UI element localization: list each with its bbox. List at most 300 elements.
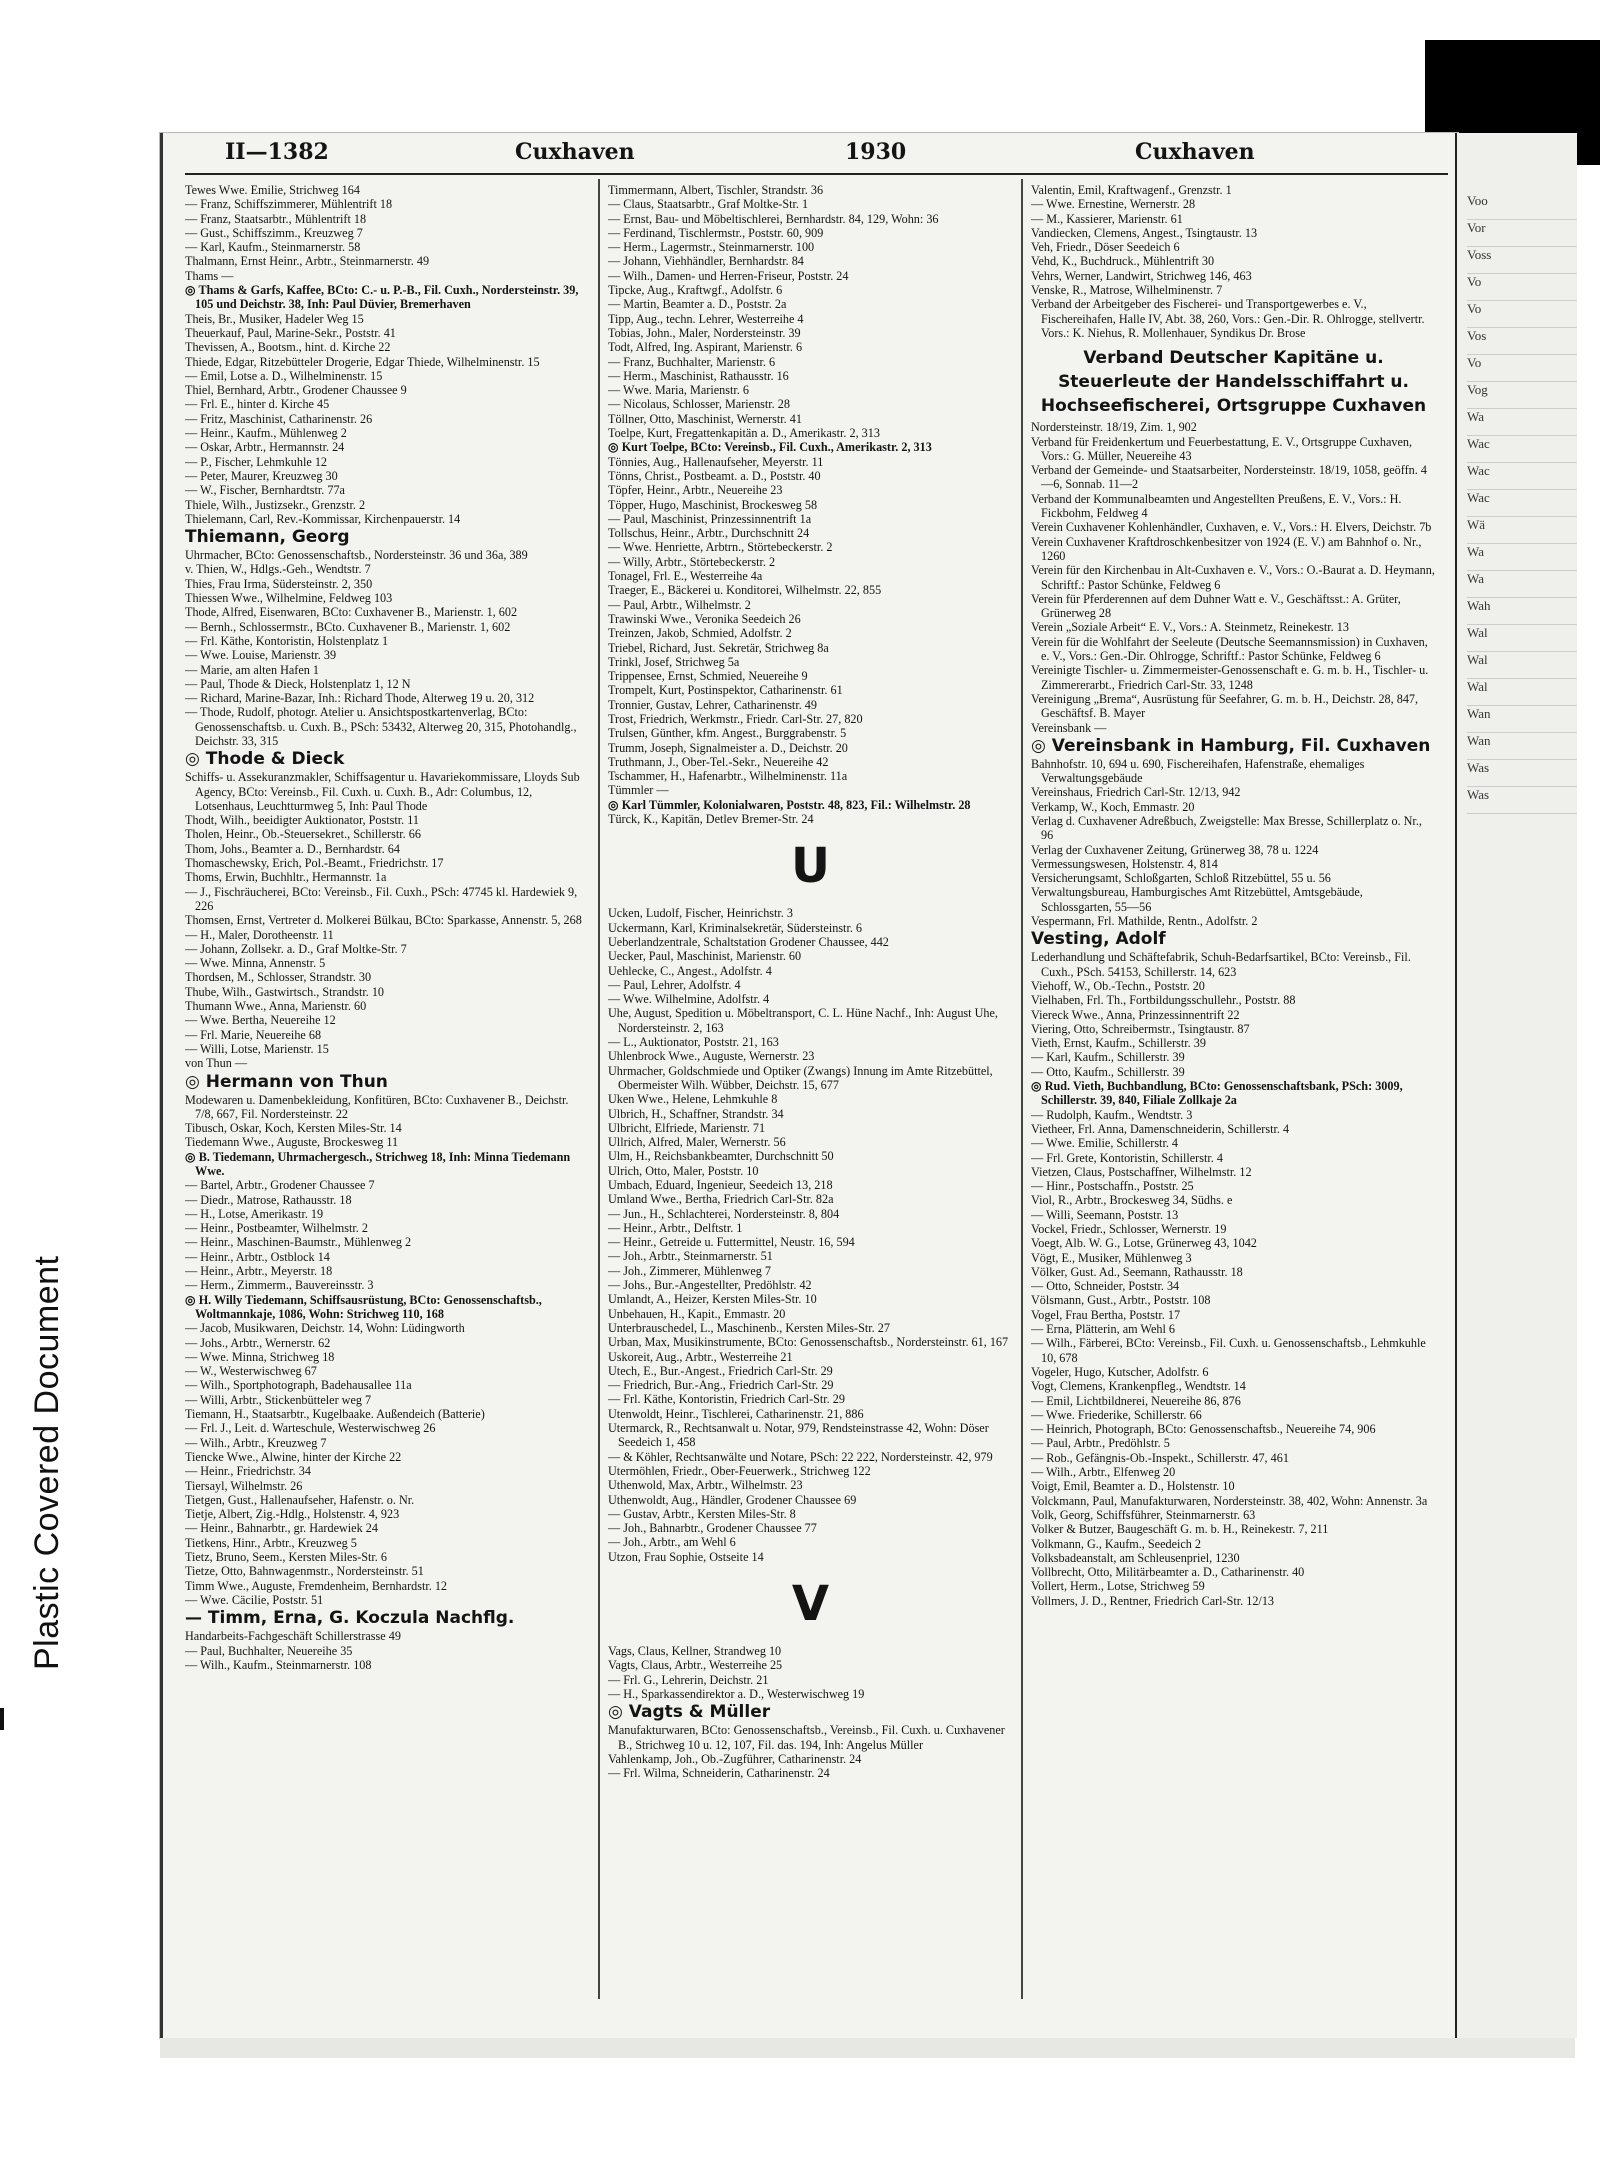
directory-entry: Türck, K., Kapitän, Detlev Bremer-Str. 24	[608, 812, 814, 827]
directory-entry: Umbach, Eduard, Ingenieur, Seedeich 13, 218	[608, 1178, 833, 1192]
directory-entry: Tronnier, Gustav, Lehrer, Catharinenstr. 49	[608, 697, 817, 712]
directory-entry: Verein Cuxhavener Kohlenhändler, Cuxhaven, e. V., Vors.: H. Elvers, Deichstr. 7b	[1031, 520, 1432, 535]
directory-entry: Voegt, Alb. W. G., Lotse, Grünerweg 43, 1042	[1031, 1236, 1257, 1251]
directory-entry: Ucken, Ludolf, Fischer, Heinrichstr. 3	[608, 906, 793, 921]
directory-entry: Thomsen, Ernst, Vertreter d. Molkerei Bülkau, BCto: Sparkasse, Annenstr. 5, 268	[185, 913, 582, 928]
directory-entry: Handarbeits-Fachgeschäft Schillerstrasse 49	[185, 1629, 401, 1644]
directory-entry: Modewaren u. Damenbekleidung, Konfitüren, BCto: Cuxhavener B., Deichstr. 7/8, 667, Fil. Nordersteinstr. 22	[185, 1092, 569, 1121]
directory-entry: Vollbrecht, Otto, Militärbeamter a. D., Catharinenstr. 40	[1031, 1565, 1305, 1580]
directory-entry: Trompelt, Kurt, Postinspektor, Catharinenstr. 61	[608, 683, 843, 698]
directory-entry: Uhe, August, Spedition u. Möbeltransport, C. L. Hüne Nachf., Inh: August Uhe, Nordersteinstr. 2, 163	[608, 1006, 998, 1035]
directory-entry: Thams —	[185, 268, 234, 283]
edge-fragment: Wa	[1467, 409, 1577, 436]
directory-entry: — H., Lotse, Amerikastr. 19	[185, 1206, 324, 1221]
directory-entry: Tiedemann Wwe., Auguste, Brockesweg 11	[185, 1135, 399, 1150]
directory-entry: Volckmann, Paul, Manufakturwaren, Nordersteinstr. 38, 402, Wohn: Annenstr. 3a	[1031, 1493, 1428, 1508]
directory-entry: Uken Wwe., Helene, Lehmkuhle 8	[608, 1092, 778, 1107]
directory-entry: — Paul, Buchhalter, Neuereihe 35	[185, 1643, 353, 1658]
directory-entry: — Karl, Kaufm., Schillerstr. 39	[1031, 1050, 1185, 1065]
directory-entry: — L., Auktionator, Poststr. 21, 163	[608, 1035, 779, 1050]
edge-fragment: Voss	[1467, 247, 1577, 274]
directory-entry: — Heinr., Bahnarbtr., gr. Hardewiek 24	[185, 1521, 378, 1536]
directory-entry: Viering, Otto, Schreibermstr., Tsingtaustr. 87	[1031, 1021, 1250, 1036]
directory-entry: Trost, Friedrich, Werkmstr., Friedr. Carl-Str. 27, 820	[608, 711, 863, 726]
directory-entry: Thiele, Wilh., Justizsekr., Grenzstr. 2	[185, 497, 366, 512]
directory-entry: — J., Fischräucherei, BCto: Vereinsb., Fil. Cuxh., PSch: 47745 kl. Hardewiek 9, 226	[185, 884, 578, 913]
directory-entry: — Herm., Maschinist, Rathausstr. 16	[608, 368, 789, 383]
directory-entry: — H., Sparkassendirektor a. D., Westerwischweg 19	[608, 1686, 865, 1701]
directory-entry: — Rob., Gefängnis-Ob.-Inspekt., Schillerstr. 47, 461	[1031, 1450, 1289, 1465]
directory-entry: — Heinrich, Photograph, BCto: Genossenschaftsb., Neuereihe 74, 906	[1031, 1422, 1376, 1437]
edge-tick-mark	[0, 1708, 4, 1730]
directory-entry: — Wwe. Minna, Strichweg 18	[185, 1349, 335, 1364]
directory-entry: — Emil, Lotse a. D., Wilhelminenstr. 15	[185, 368, 383, 383]
directory-entry: ◎ H. Willy Tiedemann, Schiffsausrüstung, BCto: Genossenschaftsb., Woltmannkaje, 1086, Wohn: Strichweg 110, 168	[185, 1293, 590, 1322]
directory-entry: — Karl, Kaufm., Steinmarnerstr. 58	[185, 240, 361, 255]
directory-entry: — Heinr., Arbtr., Ostblock 14	[185, 1249, 330, 1264]
directory-entry: Töpfer, Heinr., Arbtr., Neuereihe 23	[608, 483, 783, 498]
directory-entry: — Peter, Maurer, Kreuzweg 30	[185, 468, 338, 483]
directory-entry: Verwaltungsbureau, Hamburgisches Amt Ritzebüttel, Amtsgebäude, Schlossgarten, 55—56	[1031, 885, 1363, 914]
edge-fragment: Vor	[1467, 220, 1577, 247]
directory-entry: Vockel, Friedr., Schlosser, Wernerstr. 19	[1031, 1222, 1227, 1236]
directory-entry: — Paul, Maschinist, Prinzessinnentrift 1a	[608, 511, 812, 526]
directory-entry: Veh, Friedr., Döser Seedeich 6	[1031, 240, 1180, 255]
directory-entry: — Heinr., Postbeamter, Wilhelmstr. 2	[185, 1221, 368, 1236]
directory-entry: Triebel, Richard, Just. Sekretär, Strichweg 8a	[608, 640, 829, 655]
directory-entry: — Wwe. Minna, Annenstr. 5	[185, 956, 326, 971]
directory-entry: Verein für den Kirchenbau in Alt-Cuxhaven e. V., Vors.: O.-Baurat a. D. Heymann, Schriftf.: Pastor Schünke, Feldweg 6	[1031, 563, 1435, 592]
edge-fragment: Wan	[1467, 733, 1577, 760]
directory-entry: Vermessungswesen, Holstenstr. 4, 814	[1031, 856, 1218, 871]
directory-entry: Ulbrich, H., Schaffner, Strandstr. 34	[608, 1106, 784, 1121]
directory-entry: Uhrmacher, BCto: Genossenschaftsb., Nordersteinstr. 36 und 36a, 389	[185, 548, 528, 563]
directory-entry: Verein „Soziale Arbeit“ E. V., Vors.: A. Steinmetz, Reinekestr. 13	[1031, 620, 1349, 635]
directory-entry: Verein Cuxhavener Kraftdroschkenbesitzer von 1924 (E. V.) am Bahnhof o. Nr., 1260	[1031, 534, 1422, 563]
directory-entry: — Wwe. Bertha, Neuereihe 12	[185, 1013, 336, 1028]
directory-entry: Verband für Freidenkertum und Feuerbestattung, E. V., Ortsgruppe Cuxhaven, Vors.: G. Müller, Neuereihe 43	[1031, 434, 1413, 463]
directory-entry: Vollmers, J. D., Rentner, Friedrich Carl-Str. 12/13	[1031, 1593, 1275, 1608]
directory-entry: — W., Westerwischweg 67	[185, 1364, 317, 1379]
directory-entry: Bahnhofstr. 10, 694 u. 690, Fischereihafen, Hafenstraße, ehemaliges Verwaltungsgebäude	[1031, 756, 1365, 786]
edge-fragment: Wal	[1467, 679, 1577, 706]
directory-entry: — Friedrich, Bur.-Ang., Friedrich Carl-Str. 29	[608, 1378, 834, 1393]
directory-entry: Thumann Wwe., Anna, Marienstr. 60	[185, 999, 367, 1014]
directory-entry: — Rudolph, Kaufm., Wendtstr. 3	[1031, 1107, 1193, 1122]
directory-entry: — Wwe. Emilie, Schillerstr. 4	[1031, 1136, 1179, 1151]
directory-entry: — P., Fischer, Lehmkuhle 12	[185, 454, 328, 469]
directory-entry: Tietze, Otto, Bahnwagenmstr., Nordersteinstr. 51	[185, 1564, 424, 1579]
directory-entry: Tschammer, H., Hafenarbtr., Wilhelminenstr. 11a	[608, 769, 848, 784]
edge-fragment: Vog	[1467, 382, 1577, 409]
directory-entry: Vereinigte Tischler- u. Zimmermeister-Genossenschaft e. G. m. b. H., Tischler- u. Zimmererarbt., Friedrich Carl-Str. 33, 1248	[1031, 663, 1429, 692]
edge-fragment: Wa	[1467, 571, 1577, 598]
directory-entry: Utermarck, R., Rechtsanwalt u. Notar, 979, Rendsteinstrasse 42, Wohn: Döser Seedeich 1, 458	[608, 1421, 989, 1450]
directory-entry: — Marie, am alten Hafen 1	[185, 662, 320, 677]
section-letter: U	[791, 838, 830, 895]
directory-entry: — Frl. Grete, Kontoristin, Schillerstr. 4	[1031, 1150, 1223, 1165]
directory-entry: Ulm, H., Reichsbankbeamter, Durchschnitt 50	[608, 1149, 834, 1164]
directory-entry: — Ferdinand, Tischlermstr., Poststr. 60, 909	[608, 225, 824, 240]
directory-entry: Völsmann, Gust., Arbtr., Poststr. 108	[1031, 1293, 1211, 1308]
directory-entry: — Wilh., Arbtr., Elfenweg 20	[1031, 1465, 1176, 1480]
directory-entry: Tietz, Bruno, Seem., Kersten Miles-Str. 6	[185, 1550, 387, 1565]
edge-fragment: Wac	[1467, 436, 1577, 463]
directory-entry: Tobias, John., Maler, Nordersteinstr. 39	[608, 325, 801, 340]
directory-entry: Vehrs, Werner, Landwirt, Strichweg 146, 463	[1031, 268, 1252, 283]
directory-entry: Viereck Wwe., Anna, Prinzessinnentrift 22	[1031, 1007, 1240, 1022]
directory-entry: Utzon, Frau Sophie, Ostseite 14	[608, 1549, 764, 1564]
city-heading-right: Cuxhaven	[1135, 139, 1255, 165]
directory-entry: — Joh., Arbtr., Steinmarnerstr. 51	[608, 1249, 773, 1264]
directory-entry: — Heinr., Arbtr., Delftstr. 1	[608, 1220, 743, 1235]
directory-entry: — Otto, Kaufm., Schillerstr. 39	[1031, 1064, 1185, 1079]
directory-entry: Vespermann, Frl. Mathilde, Rentn., Adolfstr. 2	[1031, 914, 1258, 929]
directory-entry: Thies, Frau Irma, Südersteinstr. 2, 350	[185, 576, 373, 591]
edge-fragment: Wac	[1467, 490, 1577, 517]
directory-entry: Tietkens, Hinr., Arbtr., Kreuzweg 5	[185, 1535, 357, 1550]
directory-entry: Utech, E., Bur.-Angest., Friedrich Carl-Str. 29	[608, 1363, 833, 1378]
directory-entry: — Heinr., Maschinen-Baumstr., Mühlenweg 2	[185, 1235, 412, 1250]
directory-entry: Trawinski Wwe., Veronika Seedeich 26	[608, 611, 801, 626]
directory-entry: Uthenwoldt, Aug., Händler, Grodener Chaussee 69	[608, 1492, 857, 1507]
directory-entry: Tollschus, Heinr., Arbtr., Durchschnitt 24	[608, 526, 810, 541]
directory-entry: Uehlecke, C., Angest., Adolfstr. 4	[608, 963, 772, 978]
directory-entry: Verlag der Cuxhavener Zeitung, Grünerweg 38, 78 u. 1224	[1031, 842, 1319, 857]
directory-entry: — Franz, Schiffszimmerer, Mühlentrift 18	[185, 197, 393, 212]
directory-entry: Theuerkauf, Paul, Marine-Sekr., Poststr. 41	[185, 325, 396, 340]
directory-entry: Tipp, Aug., techn. Lehrer, Westerreihe 4	[608, 311, 804, 326]
directory-entry: Thalmann, Ernst Heinr., Arbtr., Steinmarnerstr. 49	[185, 254, 430, 269]
directory-entry: — Gust., Schiffszimm., Kreuzweg 7	[185, 225, 363, 240]
directory-entry: Vereinigung „Brema“, Ausrüstung für Seefahrer, G. m. b. H., Deichstr. 28, 847, Geschäftsf. B. Mayer	[1031, 691, 1419, 721]
directory-entry: Ullrich, Alfred, Maler, Wernerstr. 56	[608, 1135, 786, 1150]
directory-entry: — Wwe. Henriette, Arbtrn., Störtebeckerstr. 2	[608, 540, 833, 555]
directory-entry: Trippensee, Ernst, Schmied, Neuereihe 9	[608, 669, 808, 684]
directory-entry: Tümmler —	[608, 783, 669, 798]
directory-entry: — Paul, Lehrer, Adolfstr. 4	[608, 977, 741, 992]
directory-entry: Volker & Butzer, Baugeschäft G. m. b. H., Reinekestr. 7, 211	[1031, 1522, 1329, 1537]
directory-entry: Unterbrauschedel, L., Maschinenb., Kersten Miles-Str. 27	[608, 1320, 890, 1335]
directory-entry: Vogel, Frau Bertha, Poststr. 17	[1031, 1307, 1181, 1322]
directory-entry: von Thun —	[185, 1056, 248, 1071]
directory-entry: Timmermann, Albert, Tischler, Strandstr. 36	[608, 183, 824, 197]
directory-entry: — Jacob, Musikwaren, Deichstr. 14, Wohn: Lüdingworth	[185, 1321, 465, 1336]
directory-entry: — Willy, Arbtr., Störtebeckerstr. 2	[608, 554, 776, 569]
directory-entry: Manufakturwaren, BCto: Genossenschaftsb., Vereinsb., Fil. Cuxh. u. Cuxhavener B., Strichweg 10 u. 12, 107, Fil. das. 194, Inh: Angelus Müller	[608, 1723, 1005, 1752]
directory-entry: Ulbricht, Elfriede, Marienstr. 71	[608, 1120, 766, 1135]
directory-entry: v. Thien, W., Hdlgs.-Geh., Wendtstr. 7	[185, 562, 371, 577]
directory-entry: — Richard, Marine-Bazar, Inh.: Richard Thode, Alterweg 19 u. 20, 312	[185, 691, 535, 706]
directory-entry: — Paul, Arbtr., Predöhlstr. 5	[1031, 1436, 1170, 1451]
directory-entry: Tonagel, Frl. E., Westerreihe 4a	[608, 569, 763, 584]
directory-entry: — Wwe. Wilhelmine, Adolfstr. 4	[608, 992, 770, 1007]
directory-entry: — Nicolaus, Schlosser, Marienstr. 28	[608, 397, 790, 412]
directory-entry: — W., Fischer, Bernhardtstr. 77a	[185, 483, 345, 498]
directory-entry: Vesting, Adolf	[1031, 929, 1166, 950]
directory-entry: Thube, Wilh., Gastwirtsch., Strandstr. 10	[185, 984, 385, 999]
directory-entry: Töllner, Otto, Maschinist, Wernerstr. 41	[608, 411, 802, 426]
city-heading-left: Cuxhaven	[515, 139, 635, 165]
year-heading: 1930	[845, 139, 907, 165]
edge-fragment: Vo	[1467, 355, 1577, 382]
directory-column-2	[608, 183, 1013, 1780]
directory-entry: — Bernh., Schlossermstr., BCto. Cuxhavener B., Marienstr. 1, 602	[185, 619, 511, 634]
edge-fragment: Voo	[1467, 193, 1577, 220]
edge-fragment: Wä	[1467, 517, 1577, 544]
directory-entry: Thiel, Bernhard, Arbtr., Grodener Chaussee 9	[185, 383, 407, 398]
directory-entry: Valentin, Emil, Kraftwagenf., Grenzstr. 1	[1031, 183, 1232, 197]
next-page-edge	[1455, 133, 1577, 2038]
directory-entry: — Joh., Bahnarbtr., Grodener Chaussee 77	[608, 1521, 817, 1536]
directory-entry: Thoms, Erwin, Buchhltr., Hermannstr. 1a	[185, 870, 387, 885]
directory-entry: — Herm., Zimmerm., Bauvereinsstr. 3	[185, 1278, 374, 1293]
directory-entry: Vahlenkamp, Joh., Ob.-Zugführer, Catharinenstr. 24	[608, 1751, 862, 1766]
directory-entry: — Frl. Käthe, Kontoristin, Holstenplatz 1	[185, 633, 389, 648]
directory-entry: Thodt, Wilh., beeidigter Auktionator, Poststr. 11	[185, 813, 419, 828]
directory-entry: — Wwe. Maria, Marienstr. 6	[608, 383, 749, 398]
directory-entry: Trinkl, Josef, Strichweg 5a	[608, 654, 740, 669]
directory-entry: — Frl. Wilma, Schneiderin, Catharinenstr. 24	[608, 1766, 830, 1781]
directory-entry: — Herm., Lagermstr., Steinmarnerstr. 100	[608, 240, 815, 255]
directory-entry: Verband der Kommunalbeamten und Angestellten Preußens, E. V., Vors.: H. Fickbohm, Feldweg 4	[1031, 491, 1402, 521]
edge-fragment: Wac	[1467, 463, 1577, 490]
directory-entry: Trulsen, Günther, kfm. Angest., Burggrabenstr. 5	[608, 726, 847, 741]
directory-entry: Versicherungsamt, Schloßgarten, Schloß Ritzebüttel, 55 u. 56	[1031, 871, 1331, 886]
edge-fragment: Vos	[1467, 328, 1577, 355]
directory-entry: — Johann, Zollsekr. a. D., Graf Moltke-Str. 7	[185, 941, 407, 956]
directory-entry: Treinzen, Jakob, Schmied, Adolfstr. 2	[608, 626, 792, 641]
directory-entry: — Fritz, Maschinist, Catharinenstr. 26	[185, 411, 373, 426]
directory-entry: — Wilh., Färberei, BCto: Vereinsb., Fil. Cuxh. u. Genossenschaftsb., Lehmkuhle 10, 678	[1031, 1336, 1426, 1365]
directory-entry: Tönns, Christ., Postbeamt. a. D., Poststr. 40	[608, 468, 821, 483]
directory-entry: Uhlenbrock Wwe., Auguste, Wernerstr. 23	[608, 1049, 815, 1064]
directory-entry: Tewes Wwe. Emilie, Strichweg 164	[185, 183, 360, 197]
directory-entry: Thordsen, M., Schlosser, Strandstr. 30	[185, 970, 372, 985]
directory-entry: Verband der Arbeitgeber des Fischerei- und Transportgewerbes e. V., Fischereihafen, Halle IV, Abt. 38, 260, Vors.: Gen.-Dir. R. Ohlrogge, stellvertr. Vors.: K. Niehus, R. Mollenhauer, Syndikus Dr. Brose	[1031, 297, 1425, 340]
directory-column-1	[185, 183, 590, 1672]
directory-entry: — Franz, Staatsarbtr., Mühlentrift 18	[185, 211, 367, 226]
directory-entry: Verein für Pferderennen auf dem Duhner Watt e. V., Geschäftsst.: A. Grüter, Grünerweg 28	[1031, 591, 1401, 621]
directory-entry: — Heinr., Friedrichstr. 34	[185, 1464, 311, 1479]
directory-entry: — Emil, Lichtbildnerei, Neuereihe 86, 876	[1031, 1393, 1241, 1408]
directory-entry: — Wwe. Louise, Marienstr. 39	[185, 648, 337, 663]
directory-entry: — Frl. Marie, Neuereihe 68	[185, 1027, 322, 1042]
directory-entry: — Johs., Arbtr., Wernerstr. 62	[185, 1335, 331, 1350]
directory-entry: — Wilh., Damen- und Herren-Friseur, Poststr. 24	[608, 268, 849, 283]
directory-entry: Tiencke Wwe., Alwine, hinter der Kirche 22	[185, 1449, 402, 1464]
directory-entry: Urban, Max, Musikinstrumente, BCto: Genossenschaftsb., Nordersteinstr. 61, 167	[608, 1335, 1009, 1350]
edge-fragment: Vo	[1467, 301, 1577, 328]
directory-entry: — Willi, Seemann, Poststr. 13	[1031, 1207, 1179, 1222]
boxed-heading: Verband Deutscher Kapitäne u. Steuerleute der Handelsschiffahrt u. Hochseefischerei, Ortsgruppe Cuxhaven	[1040, 348, 1427, 417]
directory-entry: Ueberlandzentrale, Schaltstation Grodener Chaussee, 442	[608, 934, 889, 949]
directory-entry: — Gustav, Arbtr., Kersten Miles-Str. 8	[608, 1506, 796, 1521]
directory-entry: Nordersteinstr. 18/19, Zim. 1, 902	[1031, 420, 1197, 435]
directory-entry: ◎ Thams & Garfs, Kaffee, BCto: C.- u. P.-B., Fil. Cuxh., Nordersteinstr. 39, 105 und Deichstr. 38, Inh: Paul Düvier, Bremerhaven	[185, 283, 590, 312]
directory-entry: — Frl. E., hinter d. Kirche 45	[185, 397, 330, 412]
directory-entry: — Johs., Bur.-Angestellter, Predöhlstr. 42	[608, 1278, 812, 1293]
running-head	[185, 139, 1448, 175]
directory-entry: Timm Wwe., Auguste, Fremdenheim, Bernhardstr. 12	[185, 1578, 448, 1593]
directory-entry: — Jun., H., Schlachterei, Nordersteinstr. 8, 804	[608, 1206, 840, 1221]
directory-entry: — Joh., Zimmerer, Mühlenweg 7	[608, 1263, 771, 1278]
directory-entry: Theis, Br., Musiker, Hadeler Weg 15	[185, 311, 364, 326]
directory-entry: — Frl. G., Lehrerin, Deichstr. 21	[608, 1672, 769, 1687]
directory-entry: — Diedr., Matrose, Rathausstr. 18	[185, 1192, 352, 1207]
directory-entry: Vereinsbank —	[1031, 720, 1107, 735]
directory-entry: — Thode, Rudolf, photogr. Atelier u. Ansichtspostkartenverlag, BCto: Genossenschaftsb. u. Cuxh. B., PSch: 53432, Alterweg 20, 315, Photohandlg., Deichstr. 33, 315	[185, 705, 577, 748]
directory-entry: Utermöhlen, Friedr., Ober-Feuerwerk., Strichweg 122	[608, 1463, 871, 1478]
directory-entry: — Heinr., Getreide u. Futtermittel, Neustr. 16, 594	[608, 1235, 855, 1250]
edge-fragment: Was	[1467, 760, 1577, 787]
edge-fragment: Wa	[1467, 544, 1577, 571]
directory-entry: — M., Kassierer, Marienstr. 61	[1031, 211, 1183, 226]
directory-entry: Vags, Claus, Kellner, Strandweg 10	[608, 1644, 782, 1659]
directory-entry: — Otto, Schneider, Poststr. 34	[1031, 1279, 1180, 1294]
directory-entry: — Erna, Plätterin, am Wehl 6	[1031, 1322, 1175, 1337]
directory-entry: Tiersayl, Wilhelmstr. 26	[185, 1478, 303, 1493]
directory-entry: Viehoff, W., Ob.-Techn., Poststr. 20	[1031, 978, 1205, 993]
directory-entry: Uhrmacher, Goldschmiede und Optiker (Zwangs) Innung im Amte Ritzebüttel, Obermeister Wilh. Wübber, Deichstr. 15, 677	[608, 1063, 993, 1092]
directory-entry: Tibusch, Oskar, Koch, Kersten Miles-Str. 14	[185, 1121, 402, 1136]
directory-entry: Umland Wwe., Bertha, Friedrich Carl-Str. 82a	[608, 1192, 834, 1207]
directory-entry: — Paul, Thode & Dieck, Holstenplatz 1, 12 N	[185, 676, 411, 691]
directory-entry: Unbehauen, H., Kapit., Emmastr. 20	[608, 1306, 786, 1321]
side-caption: Plastic Covered Document	[28, 1255, 66, 1670]
column-rule	[598, 179, 600, 1999]
directory-entry: Vogt, Clemens, Krankenpfleg., Wendtstr. 14	[1031, 1379, 1246, 1394]
directory-entry: Uskoreit, Aug., Arbtr., Westerreihe 21	[608, 1349, 793, 1364]
directory-entry: Tipcke, Aug., Kraftwgf., Adolfstr. 6	[608, 283, 783, 298]
directory-entry: Tholen, Heinr., Ob.-Steuersekret., Schillerstr. 66	[185, 827, 421, 842]
directory-entry: — Willi, Lotse, Marienstr. 15	[185, 1041, 329, 1056]
directory-entry: — Heinr., Arbtr., Meyerstr. 18	[185, 1264, 333, 1279]
directory-entry: Vehd, K., Buchdruck., Mühlentrift 30	[1031, 254, 1215, 269]
directory-entry: Thielemann, Carl, Rev.-Kommissar, Kirchenpauerstr. 14	[185, 511, 461, 526]
directory-entry: Vietheer, Frl. Anna, Damenschneiderin, Schillerstr. 4	[1031, 1121, 1290, 1136]
directory-entry: Thom, Johs., Beamter a. D., Bernhardstr. 64	[185, 841, 400, 856]
directory-entry: Todt, Alfred, Ing. Aspirant, Marienstr. 6	[608, 340, 803, 355]
directory-entry: — Wilh., Kaufm., Steinmarnerstr. 108	[185, 1657, 372, 1672]
directory-column-3	[1031, 183, 1436, 1608]
edge-fragment: Wal	[1467, 652, 1577, 679]
directory-entry: Vollert, Herm., Lotse, Strichweg 59	[1031, 1579, 1205, 1594]
directory-entry: Vogeler, Hugo, Kutscher, Adolfstr. 6	[1031, 1364, 1209, 1379]
directory-entry: Verein für die Wohlfahrt der Seeleute (Deutsche Seemannsmission) in Cuxhaven, e. V., Vors.: Gen.-Dir. Ohlrogge, Schriftf.: Pastor Schünke, Feldweg 6	[1031, 634, 1428, 664]
directory-entry: Utenwoldt, Heinr., Tischlerei, Catharinenstr. 21, 886	[608, 1406, 864, 1421]
directory-entry: Verlag d. Cuxhavener Adreßbuch, Zweigstelle: Max Bresse, Schillerplatz o. Nr., 96	[1031, 813, 1422, 843]
directory-entry: Vietzen, Claus, Postschaffner, Wilhelmstr. 12	[1031, 1164, 1252, 1179]
directory-entry: Thode, Alfred, Eisenwaren, BCto: Cuxhavener B., Marienstr. 1, 602	[185, 605, 518, 620]
directory-entry: Thiemann, Georg	[185, 527, 350, 548]
directory-entry: Lederhandlung und Schäftefabrik, Schuh-Bedarfsartikel, BCto: Vereinsb., Fil. Cuxh., PSch. 54153, Schillerstr. 14, 623	[1031, 950, 1411, 979]
directory-entry: — Franz, Buchhalter, Marienstr. 6	[608, 354, 776, 369]
directory-entry: Uthenwold, Max, Arbtr., Wilhelmstr. 23	[608, 1478, 803, 1493]
directory-entry: Volksbadeanstalt, am Schleusenpriel, 1230	[1031, 1550, 1240, 1565]
directory-entry: Tietje, Albert, Zig.-Hdlg., Holstenstr. 4, 923	[185, 1507, 400, 1522]
directory-entry: Schiffs- u. Assekuranzmakler, Schiffsagentur u. Havariekommissare, Lloyds Sub Agency, BCto: Vereinsb., Fil. Cuxh. u. Cuxh. B., Adr: Columbus, 12, Lotsenhaus, Leuchtturmweg 5, Inh: Paul Thode	[185, 770, 580, 813]
directory-entry: — Oskar, Arbtr., Hermannstr. 24	[185, 440, 345, 455]
page-number: II—1382	[225, 139, 329, 165]
directory-entry: ◎ Kurt Toelpe, BCto: Vereinsb., Fil. Cuxh., Amerikastr. 2, 313	[608, 440, 1013, 454]
scan-bottom-margin	[160, 2038, 1575, 2058]
directory-page	[160, 133, 1458, 2038]
directory-entry: Umlandt, A., Heizer, Kersten Miles-Str. 10	[608, 1292, 817, 1307]
directory-entry: Töpper, Hugo, Maschinist, Brockesweg 58	[608, 497, 818, 512]
directory-entry: Thiessen Wwe., Wilhelmine, Feldweg 103	[185, 591, 393, 606]
directory-entry: Toelpe, Kurt, Fregattenkapitän a. D., Amerikastr. 2, 313	[608, 426, 880, 441]
directory-entry: Vieth, Ernst, Kaufm., Schillerstr. 39	[1031, 1036, 1206, 1051]
directory-entry: Thomaschewsky, Erich, Pol.-Beamt., Friedrichstr. 17	[185, 856, 444, 871]
directory-entry: Vögt, E., Musiker, Mühlenweg 3	[1031, 1250, 1192, 1265]
directory-entry: Uecker, Paul, Maschinist, Marienstr. 60	[608, 949, 802, 964]
directory-entry: — Paul, Arbtr., Wilhelmstr. 2	[608, 597, 751, 612]
directory-entry: Verkamp, W., Koch, Emmastr. 20	[1031, 799, 1195, 814]
directory-entry: ◎ Hermann von Thun	[185, 1071, 590, 1093]
directory-entry: — Hinr., Postschaffn., Poststr. 25	[1031, 1179, 1194, 1194]
directory-entry: Volk, Georg, Schiffsführer, Steinmarnerstr. 63	[1031, 1507, 1256, 1522]
directory-entry: Trumm, Joseph, Signalmeister a. D., Deichstr. 20	[608, 740, 848, 755]
directory-entry: — Timm, Erna, G. Koczula Nachflg.	[185, 1608, 515, 1629]
directory-entry: ◎ Thode & Dieck	[185, 748, 590, 770]
directory-entry: Traeger, E., Bäckerei u. Konditorei, Wilhelmstr. 22, 855	[608, 583, 882, 598]
directory-entry: — & Köhler, Rechtsanwälte und Notare, PSch: 22 222, Nordersteinstr. 42, 979	[608, 1449, 993, 1464]
edge-fragment: Wal	[1467, 625, 1577, 652]
directory-entry: Voigt, Emil, Beamter a. D., Holstenstr. 10	[1031, 1479, 1235, 1494]
edge-fragment: Wan	[1467, 706, 1577, 733]
directory-entry: Thiede, Edgar, Ritzebütteler Drogerie, Edgar Thiede, Wilhelminenstr. 15	[185, 354, 540, 369]
directory-entry: Vielhaben, Frl. Th., Fortbildungsschullehr., Poststr. 88	[1031, 993, 1296, 1008]
directory-entry: Truthmann, J., Ober-Tel.-Sekr., Neuereihe 42	[608, 754, 829, 769]
directory-entry: Viol, R., Arbtr., Brockesweg 34, Südhs. e	[1031, 1193, 1233, 1208]
directory-entry: — Martin, Beamter a. D., Poststr. 2a	[608, 297, 787, 312]
directory-entry: Uckermann, Karl, Kriminalsekretär, Südersteinstr. 6	[608, 920, 863, 935]
directory-entry: Völker, Gust. Ad., Seemann, Rathausstr. 18	[1031, 1264, 1243, 1279]
directory-entry: Vereinshaus, Friedrich Carl-Str. 12/13, 942	[1031, 785, 1241, 800]
directory-entry: Ulrich, Otto, Maler, Poststr. 10	[608, 1163, 759, 1178]
directory-entry: — Wilh., Sportphotograph, Badehausallee 11a	[185, 1378, 412, 1393]
directory-entry: — Wwe. Friederike, Schillerstr. 66	[1031, 1407, 1202, 1422]
edge-fragment: Was	[1467, 787, 1577, 814]
column-rule	[1021, 179, 1023, 1999]
directory-entry: — Willi, Arbtr., Stickenbütteler weg 7	[185, 1392, 372, 1407]
directory-entry: Vandiecken, Clemens, Angest., Tsingtaustr. 13	[1031, 225, 1258, 240]
directory-entry: Thevissen, A., Bootsm., hint. d. Kirche 22	[185, 340, 391, 355]
section-letter: V	[791, 1576, 830, 1633]
directory-entry: ◎ B. Tiedemann, Uhrmachergesch., Strichweg 18, Inh: Minna Tiedemann Wwe.	[185, 1150, 590, 1179]
directory-entry: — Ernst, Bau- und Möbeltischlerei, Bernhardstr. 84, 129, Wohn: 36	[608, 211, 939, 226]
directory-entry: Volkmann, G., Kaufm., Seedeich 2	[1031, 1536, 1202, 1551]
directory-entry: — Wwe. Cäcilie, Poststr. 51	[185, 1592, 324, 1607]
directory-entry: — Frl. Käthe, Kontoristin, Friedrich Carl-Str. 29	[608, 1392, 845, 1407]
directory-entry: ◎ Vagts & Müller	[608, 1701, 1013, 1723]
directory-entry: Tietgen, Gust., Hallenaufseher, Hafenstr. o. Nr.	[185, 1492, 415, 1507]
directory-entry: — Wwe. Ernestine, Wernerstr. 28	[1031, 197, 1196, 212]
directory-entry: ◎ Karl Tümmler, Kolonialwaren, Poststr. 48, 823, Fil.: Wilhelmstr. 28	[608, 798, 1013, 812]
directory-entry: — Frl. J., Leit. d. Warteschule, Westerwischweg 26	[185, 1421, 436, 1436]
directory-entry: — Johann, Viehhändler, Bernhardstr. 84	[608, 254, 804, 269]
edge-fragment: Vo	[1467, 274, 1577, 301]
directory-entry: — Joh., Arbtr., am Wehl 6	[608, 1535, 736, 1550]
directory-entry: Tiemann, H., Staatsarbtr., Kugelbaake. Außendeich (Batterie)	[185, 1407, 485, 1422]
directory-entry: Venske, R., Matrose, Wilhelminenstr. 7	[1031, 283, 1223, 298]
directory-entry: Verband der Gemeinde- und Staatsarbeiter, Nordersteinstr. 18/19, 1058, geöffn. 4—6, Sonnab. 11—2	[1031, 463, 1427, 492]
directory-entry: — Claus, Staatsarbtr., Graf Moltke-Str. 1	[608, 197, 809, 212]
directory-entry: Tönnies, Aug., Hallenaufseher, Meyerstr. 11	[608, 454, 824, 469]
directory-entry: — Wilh., Arbtr., Kreuzweg 7	[185, 1435, 327, 1450]
edge-fragment: Wah	[1467, 598, 1577, 625]
